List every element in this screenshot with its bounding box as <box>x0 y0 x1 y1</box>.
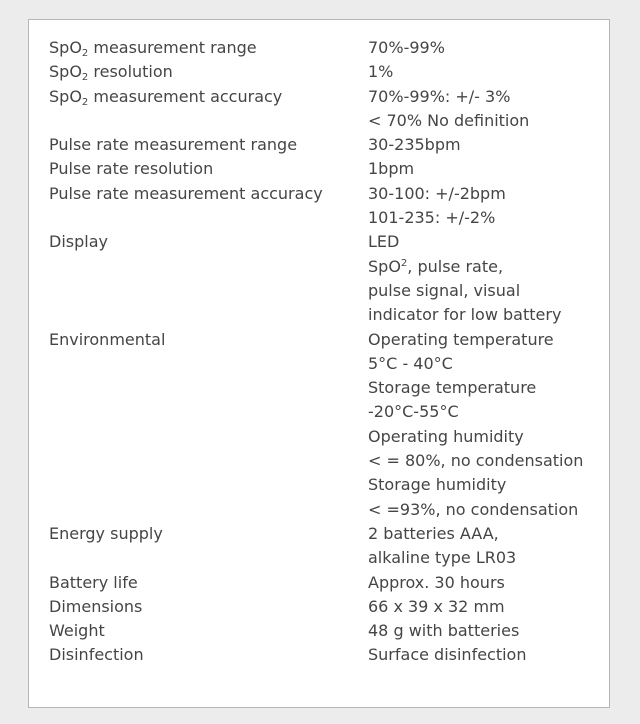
specification-table <box>49 36 609 668</box>
spec-values <box>368 522 609 571</box>
spec-label: Weight <box>49 621 105 641</box>
spec-value: indicator for low battery <box>368 305 562 325</box>
spo2-prefix: SpO <box>368 256 401 276</box>
spec-value: Storage temperature <box>368 378 537 398</box>
spec-value: -20°C-55°C <box>368 402 459 422</box>
spo2-prefix: SpO <box>49 86 82 106</box>
spec-value: < 70% No definition <box>368 110 530 130</box>
spec-row-display <box>49 230 609 327</box>
spec-row-weight <box>49 619 609 643</box>
spec-values <box>368 85 609 134</box>
spec-value: Operating humidity <box>368 426 524 446</box>
spec-value: 101-235: +/-2% <box>368 208 496 228</box>
spec-value: Approx. 30 hours <box>368 572 505 592</box>
spec-row-pulse-accuracy <box>49 182 609 231</box>
spec-value: 48 g with batteries <box>368 621 520 641</box>
spec-row-spo2-accuracy <box>49 85 609 134</box>
spec-values <box>368 133 609 157</box>
spec-label-text: measurement range <box>88 38 257 57</box>
spec-row-pulse-resolution <box>49 157 609 181</box>
spec-value: 70%-99%: +/- 3% <box>368 86 511 106</box>
spec-value: < =93%, no condensation <box>368 499 579 519</box>
spec-value <box>368 255 609 279</box>
spec-value-text: , pulse rate, <box>407 256 504 276</box>
spo2-subscript: 2 <box>81 96 89 108</box>
spec-value: Operating temperature <box>368 329 554 349</box>
spec-value: < = 80%, no condensation <box>368 451 584 471</box>
spec-values <box>368 60 609 84</box>
spec-value: pulse signal, visual <box>368 280 521 300</box>
spec-value: 1bpm <box>368 159 415 179</box>
spec-value: 30-100: +/-2bpm <box>368 183 506 203</box>
spo2-subscript: 2 <box>81 48 89 59</box>
spec-label: Pulse rate measurement range <box>49 135 298 155</box>
spec-row-pulse-range <box>49 133 609 157</box>
spec-label: Environmental <box>49 329 166 349</box>
spec-values <box>368 595 609 619</box>
spec-label <box>49 60 368 84</box>
spec-values <box>368 328 609 522</box>
spec-label: Energy supply <box>49 523 163 543</box>
spec-label: Pulse rate resolution <box>49 159 214 179</box>
spec-value: Storage humidity <box>368 475 507 495</box>
spec-value: 66 x 39 x 32 mm <box>368 596 505 616</box>
spec-row-spo2-resolution <box>49 60 609 84</box>
spec-values <box>368 157 609 181</box>
spec-value: 5°C - 40°C <box>368 353 453 373</box>
spec-label: Battery life <box>49 572 138 592</box>
spec-label: Pulse rate measurement accuracy <box>49 183 323 203</box>
spec-label <box>49 85 368 134</box>
spec-value: alkaline type LR03 <box>368 548 517 568</box>
spec-values <box>368 36 609 60</box>
spec-values <box>368 619 609 643</box>
spec-value: Surface disinfection <box>368 645 527 665</box>
spec-row-dimensions <box>49 595 609 619</box>
spec-label: Display <box>49 232 108 252</box>
spo2-superscript: 2 <box>400 257 408 269</box>
spec-values <box>368 182 609 231</box>
spo2-prefix: SpO <box>49 62 82 82</box>
spec-row-environmental <box>49 328 609 522</box>
spec-value: 2 batteries AAA, <box>368 523 499 543</box>
spec-label-text: measurement accuracy <box>88 86 283 106</box>
spec-value: 30-235bpm <box>368 135 461 155</box>
spec-values <box>368 643 609 667</box>
spec-label: Disinfection <box>49 645 144 665</box>
spo2-prefix: SpO <box>49 38 82 57</box>
spec-row-energy-supply <box>49 522 609 571</box>
spec-value: 1% <box>368 62 394 82</box>
spec-label: Dimensions <box>49 596 143 616</box>
spec-label-text: resolution <box>88 62 173 82</box>
spec-values <box>368 230 609 327</box>
spo2-subscript: 2 <box>81 72 89 84</box>
spec-sheet <box>28 19 610 708</box>
spec-value: LED <box>368 232 400 252</box>
spec-values <box>368 571 609 595</box>
spec-label <box>49 36 368 60</box>
spec-value: 70%-99% <box>368 38 445 57</box>
spec-row-battery-life <box>49 571 609 595</box>
spec-row-disinfection <box>49 643 609 667</box>
spec-row-spo2-range <box>49 36 609 60</box>
